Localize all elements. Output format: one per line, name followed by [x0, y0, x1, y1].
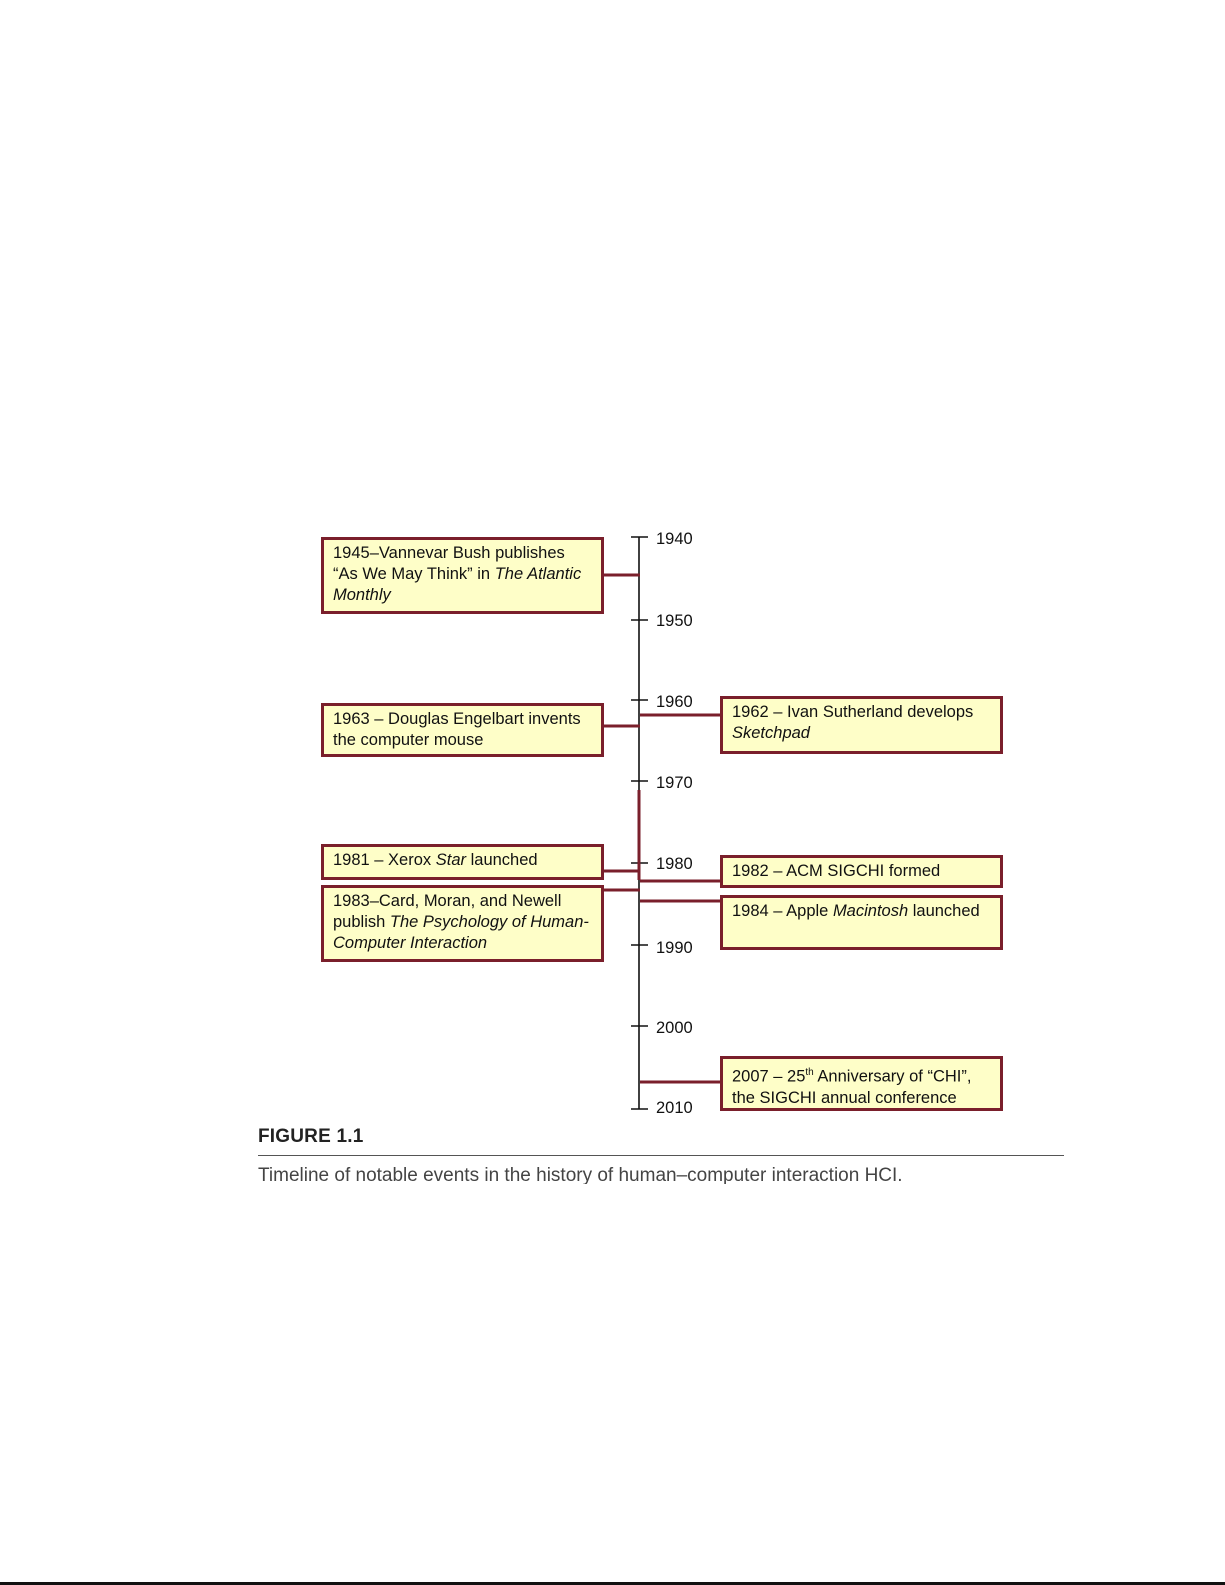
year-label-1990: 1990: [656, 939, 693, 957]
event-text-italic: The Psychology of Human-Computer Interaction: [333, 913, 589, 952]
event-text-suffix: launched: [466, 851, 538, 869]
event-text: 1945–Vannevar Bush publishes “As We May Think” in: [333, 544, 565, 583]
event-text: 1981 – Xerox: [333, 851, 436, 869]
year-label-1950: 1950: [656, 612, 693, 630]
figure-caption: Timeline of notable events in the history of human–computer interaction HCI.: [258, 1165, 903, 1184]
event-box-2007: [720, 1056, 1003, 1111]
event-text-suffix: Anniversary of “CHI”, the SIGCHI annual conference: [732, 1067, 972, 1107]
event-text-suffix: launched: [908, 902, 980, 920]
year-label-1980: 1980: [656, 855, 693, 873]
year-label-1960: 1960: [656, 693, 693, 711]
event-text-italic: Macintosh: [832, 902, 909, 920]
event-text: 1983–Card, Moran, and Newell publish: [333, 892, 562, 931]
event-box-1984: [720, 895, 1003, 950]
year-label-1970: 1970: [656, 774, 693, 792]
event-text: 1982 – ACM SIGCHI formed: [732, 862, 941, 880]
event-box-1945: [321, 537, 604, 614]
event-text-italic: The Atlantic Monthly: [333, 565, 582, 604]
event-text: 2007 – 25: [732, 1067, 806, 1086]
figure-divider: [258, 1155, 1064, 1156]
event-text-superscript: th: [805, 1067, 814, 1078]
figure-label: FIGURE 1.1: [258, 1126, 364, 1147]
event-text: 1963 – Douglas Engelbart invents the computer mouse: [333, 710, 581, 749]
event-box-1962: [720, 696, 1003, 754]
event-text: 1962 – Ivan Sutherland develops: [732, 703, 974, 721]
event-box-1963: [321, 703, 604, 757]
year-label-2000: 2000: [656, 1019, 693, 1037]
year-label-2010: 2010: [656, 1099, 693, 1117]
event-box-1982: [720, 855, 1003, 888]
event-text: 1984 – Apple: [732, 902, 833, 920]
event-box-1983: [321, 885, 604, 962]
event-box-1981: [321, 844, 604, 880]
event-text-italic: Star: [435, 851, 467, 869]
year-label-1940: 1940: [656, 530, 693, 548]
event-text-italic: Sketchpad: [732, 724, 810, 742]
